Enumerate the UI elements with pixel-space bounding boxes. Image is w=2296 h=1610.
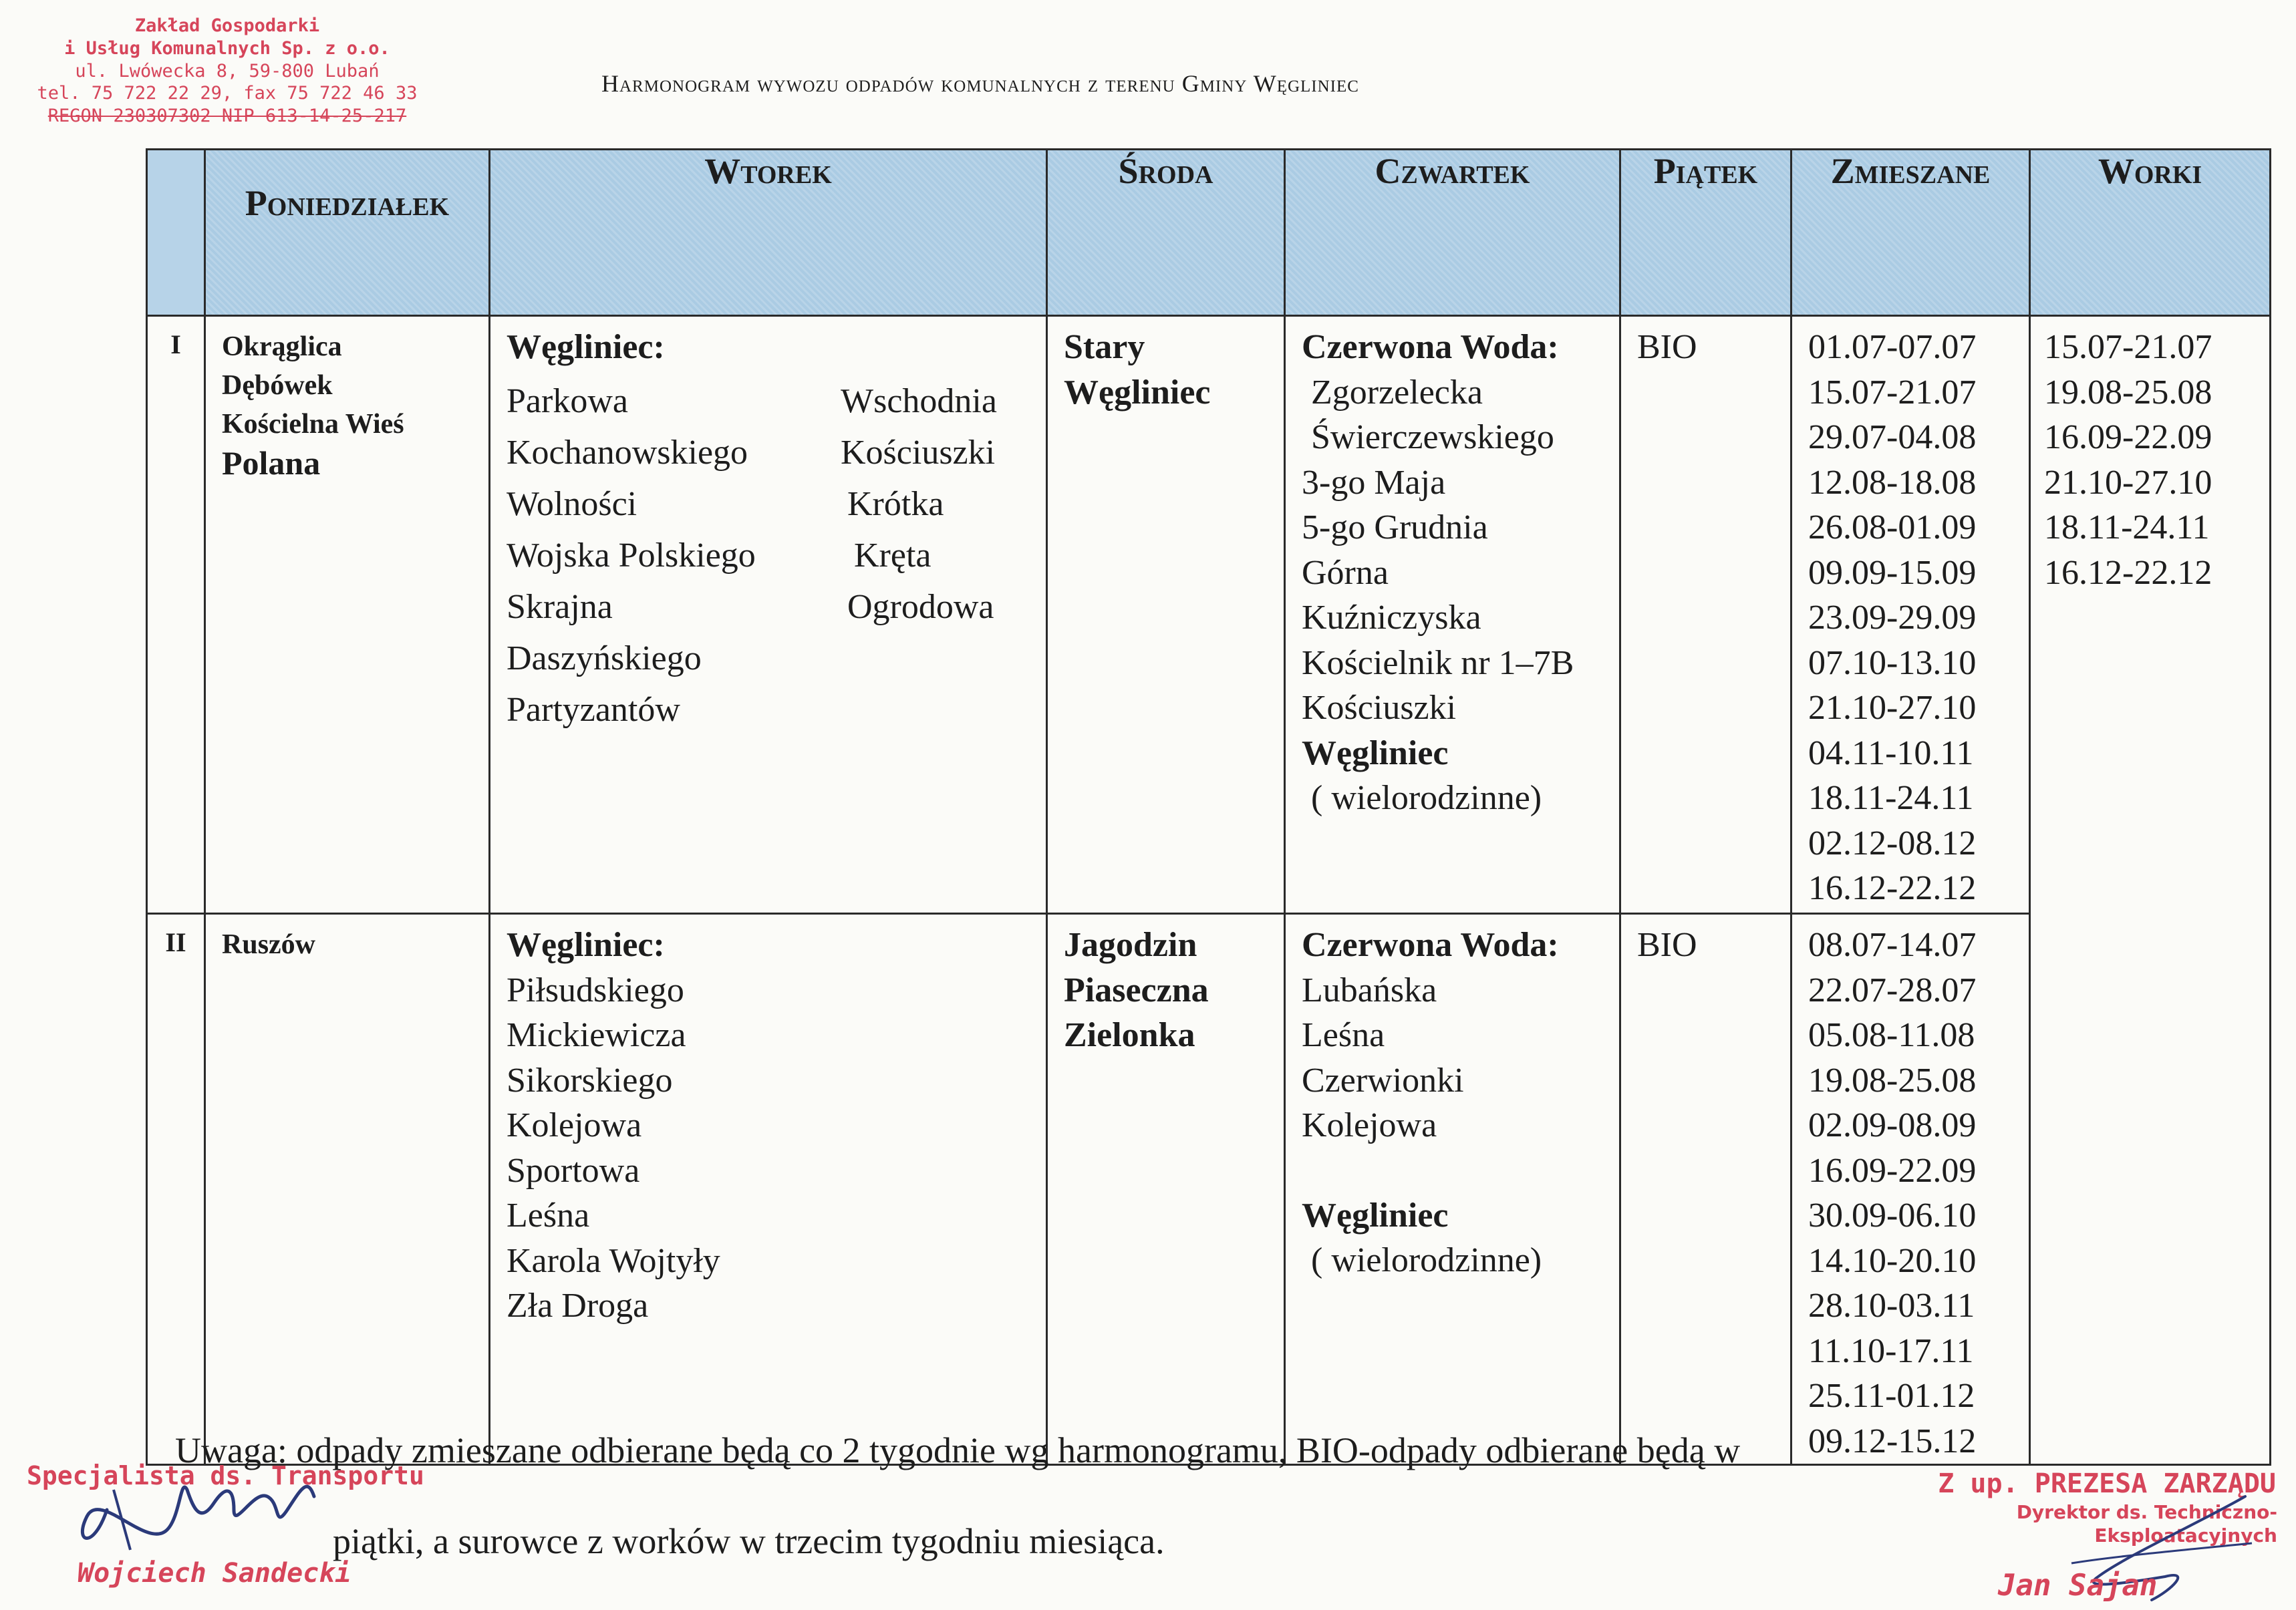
street: Kolejowa — [1302, 1106, 1437, 1144]
header-number — [147, 150, 205, 316]
thursday-town-2: Węgliniec — [1302, 1196, 1449, 1235]
village: Polana — [222, 444, 321, 482]
thursday-town: Czerwona Woda: — [1302, 926, 1559, 964]
header-bags: Worki — [2030, 150, 2271, 316]
street: Krótka — [847, 484, 944, 523]
street: Kuźniczyska — [1302, 599, 1481, 637]
header-friday: Piątek — [1620, 150, 1791, 316]
thursday-streets — [1285, 914, 1620, 1465]
monday-villages — [205, 914, 490, 1465]
friday-bio: BIO — [1620, 914, 1791, 1465]
date-range: 12.08-18.08 — [1808, 463, 1977, 502]
date-range: 07.10-13.10 — [1808, 643, 1977, 682]
date-range: 11.10-17.11 — [1808, 1331, 1974, 1370]
thursday-note: ( wielorodzinne) — [1311, 1241, 1542, 1279]
date-range: 04.11-10.11 — [1808, 734, 1974, 772]
street: Partyzantów — [507, 690, 680, 729]
street: Daszyńskiego — [507, 639, 702, 677]
date-range: 16.12-22.12 — [1808, 869, 1977, 907]
signature-left-title: Specjalista ds. Transportu — [27, 1461, 424, 1490]
date-range: 19.08-25.08 — [1808, 1061, 1977, 1100]
header-mixed: Zmieszane — [1791, 150, 2030, 316]
street: Kręta — [854, 536, 931, 575]
date-range: 08.07-14.07 — [1808, 926, 1977, 964]
street: Wojska Polskiego — [507, 536, 756, 575]
date-range: 16.09-22.09 — [1808, 1151, 1977, 1190]
street: Zgorzelecka — [1311, 373, 1483, 412]
street: Lubańska — [1302, 971, 1437, 1009]
street: Sikorskiego — [507, 1061, 673, 1100]
row-number: I — [147, 316, 205, 914]
date-range: 26.08-01.09 — [1808, 508, 1977, 546]
date-range: 15.07-21.07 — [1808, 373, 1977, 412]
header-monday: Poniedziałek — [205, 150, 490, 316]
bags-dates — [2030, 316, 2271, 1465]
stamp-line-1: Zakład Gospodarki — [134, 15, 320, 36]
street: Świerczewskiego — [1311, 418, 1554, 456]
tuesday-streets — [490, 914, 1047, 1465]
thursday-note: ( wielorodzinne) — [1311, 779, 1542, 817]
date-range: 21.10-27.10 — [2044, 463, 2212, 502]
village: Piaseczna — [1064, 971, 1209, 1009]
street: Kochanowskiego — [507, 433, 748, 472]
date-range: 15.07-21.07 — [2044, 328, 2212, 366]
date-range: 19.08-25.08 — [2044, 373, 2212, 412]
wednesday-villages — [1047, 316, 1285, 914]
mixed-dates — [1791, 914, 2030, 1465]
village: Ruszów — [222, 929, 316, 960]
village: Stary — [1064, 328, 1145, 366]
header-thursday: Czwartek — [1285, 150, 1620, 316]
company-stamp — [13, 15, 441, 128]
date-range: 18.11-24.11 — [2044, 508, 2210, 546]
date-range: 16.12-22.12 — [2044, 553, 2212, 592]
date-range: 30.09-06.10 — [1808, 1196, 1977, 1235]
table-row — [147, 316, 2271, 914]
street: Skrajna — [507, 587, 613, 626]
mixed-dates — [1791, 316, 2030, 914]
table-row — [147, 914, 2271, 1465]
village: Zielonka — [1064, 1016, 1195, 1054]
date-range: 02.09-08.09 — [1808, 1106, 1977, 1144]
stamp-line-2: i Usług Komunalnych Sp. z o.o. — [64, 37, 390, 59]
stamp-line-5: REGON 230307302 NIP 613-14-25-217 — [47, 106, 407, 126]
street: 5-go Grudnia — [1302, 508, 1488, 546]
street: Leśna — [507, 1196, 590, 1235]
signature-right-subtitle: Dyrektor ds. Techniczno-Eksploatacyjnych — [2016, 1501, 2277, 1547]
header-wednesday: Środa — [1047, 150, 1285, 316]
note-line-2: piątki, a surowce z worków w trzecim tygodniu miesiąca. — [333, 1521, 1165, 1561]
street: Parkowa — [507, 381, 628, 420]
date-range: 05.08-11.08 — [1808, 1016, 1975, 1054]
schedule-table — [146, 148, 2271, 1466]
stamp-line-3: ul. Lwówecka 8, 59-800 Lubań — [75, 60, 380, 82]
street: Sportowa — [507, 1151, 640, 1190]
page-title: Harmonogram wywozu odpadów komunalnych z terenu Gminy Węgliniec — [601, 70, 1359, 97]
date-range: 02.12-08.12 — [1808, 824, 1977, 862]
date-range: 16.09-22.09 — [2044, 418, 2212, 456]
street: Wolności — [507, 484, 637, 523]
village: Dębówek — [222, 370, 333, 401]
tuesday-town: Węgliniec: — [507, 926, 665, 964]
date-range: 28.10-03.11 — [1808, 1287, 1975, 1325]
date-range: 18.11-24.11 — [1808, 779, 1974, 817]
street: 3-go Maja — [1302, 463, 1446, 502]
signature-left-scribble — [67, 1450, 334, 1563]
date-range: 09.09-15.09 — [1808, 553, 1977, 592]
thursday-town-2: Węgliniec — [1302, 734, 1449, 772]
date-range: 25.11-01.12 — [1808, 1377, 1975, 1415]
tuesday-town: Węgliniec: — [507, 328, 665, 366]
friday-bio: BIO — [1620, 316, 1791, 914]
date-range: 23.09-29.09 — [1808, 599, 1977, 637]
village: Kościelna Wieś — [222, 409, 404, 440]
signature-left-name: Wojciech Sandecki — [78, 1558, 351, 1589]
street: Kościuszki — [1302, 689, 1457, 727]
street: Piłsudskiego — [507, 971, 684, 1009]
street: Karola Wojtyły — [507, 1241, 720, 1280]
street: Górna — [1302, 553, 1389, 592]
street: Ogrodowa — [847, 587, 994, 626]
street: Kościelnik nr 1–7B — [1302, 643, 1574, 682]
village: Węgliniec — [1064, 373, 1211, 412]
date-range: 14.10-20.10 — [1808, 1241, 1977, 1280]
row-number: II — [147, 914, 205, 1465]
street: Wschodnia — [841, 381, 997, 420]
village: Okrąglica — [222, 331, 342, 362]
header-tuesday: Wtorek — [490, 150, 1047, 316]
tuesday-streets — [490, 316, 1047, 914]
header-row — [147, 150, 2271, 316]
street: Kościuszki — [841, 433, 996, 472]
street: Mickiewicza — [507, 1016, 686, 1054]
street: Leśna — [1302, 1016, 1385, 1054]
street: Kolejowa — [507, 1106, 642, 1144]
signature-right-title: Z up. PREZESA ZARZĄDU — [1938, 1468, 2276, 1499]
date-range: 29.07-04.08 — [1808, 418, 1977, 456]
village: Jagodzin — [1064, 926, 1197, 964]
signature-right-name: Jan Sajan — [1998, 1569, 2158, 1603]
thursday-streets — [1285, 316, 1620, 914]
monday-villages — [205, 316, 490, 914]
date-range: 09.12-15.12 — [1808, 1422, 1977, 1460]
stamp-line-4: tel. 75 722 22 29, fax 75 722 46 33 — [37, 83, 418, 104]
thursday-town: Czerwona Woda: — [1302, 328, 1559, 366]
wednesday-villages — [1047, 914, 1285, 1465]
note-line-1: Uwaga: odpady zmieszane odbierane będą co 2 tygodnie wg harmonogramu, BIO-odpady odbierane będą w — [175, 1430, 1741, 1470]
street: Czerwionki — [1302, 1061, 1464, 1100]
date-range: 21.10-27.10 — [1808, 689, 1977, 727]
date-range: 22.07-28.07 — [1808, 971, 1977, 1009]
street: Zła Droga — [507, 1287, 649, 1325]
date-range: 01.07-07.07 — [1808, 328, 1977, 366]
